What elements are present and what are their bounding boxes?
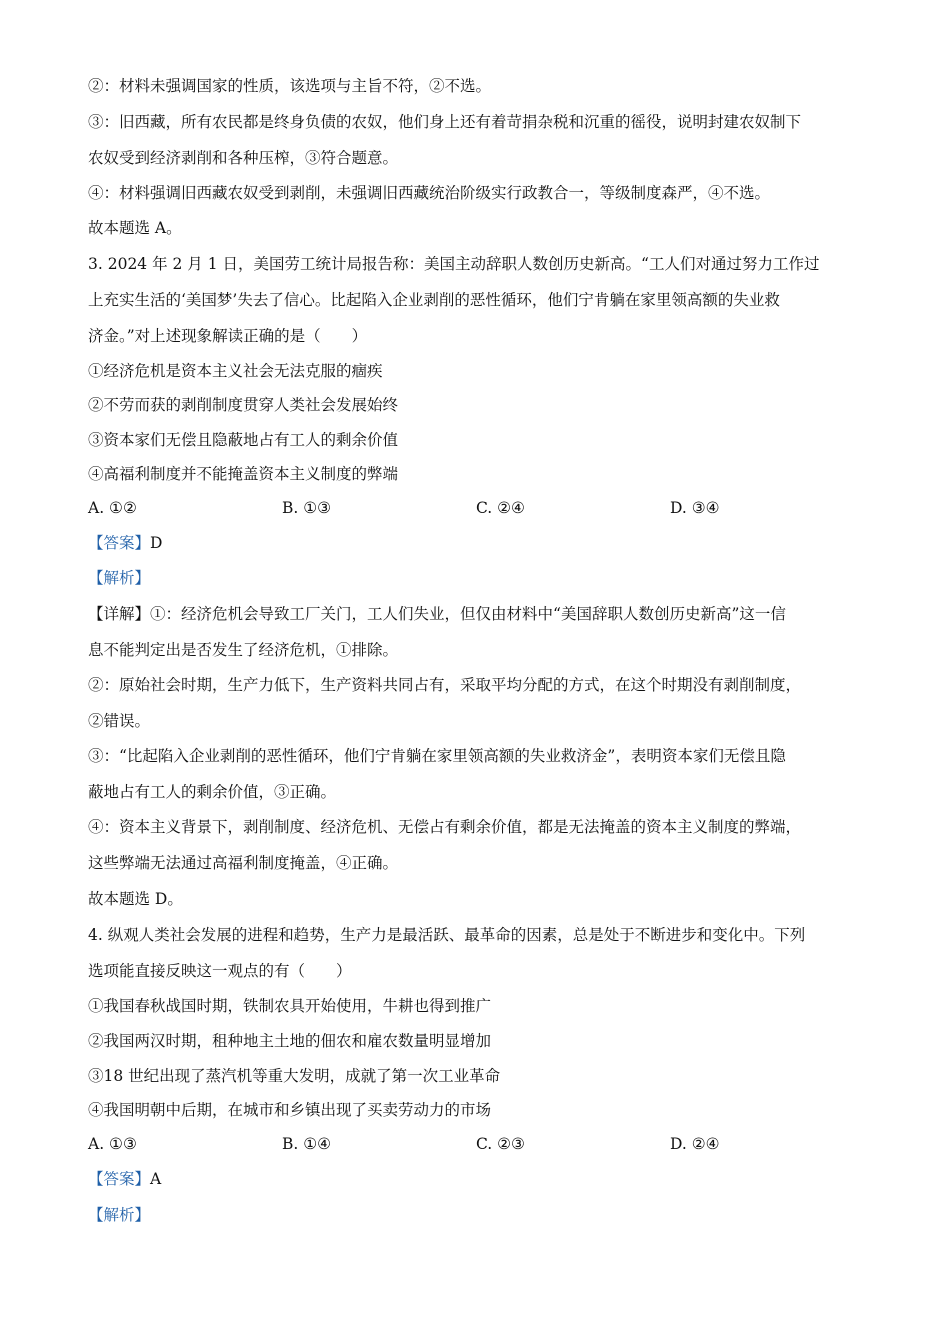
q3-statement-3: ③资本家们无偿且隐蔽地占有工人的剩余价值 [88,431,399,449]
q3-option-b: B. ①③ [282,499,332,517]
q3-answer-value: D [150,534,163,552]
q3-detail-1-text: ①：经济危机会导致工厂关门，工人们失业，但仅由材料中“美国辞职人数创历史新高”这一信 [150,605,786,623]
q4-statement-1: ①我国春秋战国时期，铁制农具开始使用，牛耕也得到推广 [88,997,492,1015]
q4-analysis-tag [88,1205,868,1225]
q3-option-d: D. ③④ [670,499,720,517]
q3-detail-3-line1: ③：“比起陷入企业剥削的恶性循环，他们宁肯躺在家里领高额的失业救济金”，表明资本家们无偿且隐 [88,747,786,765]
q3-detail-1-line1 [88,604,868,624]
q3-statement-2: ②不劳而获的剥削制度贯穿人类社会发展始终 [88,396,399,414]
q4-stem-line2: 选项能直接反映这一观点的有（ ） [88,962,352,980]
q3-statement-1: ①经济危机是资本主义社会无法克服的痼疾 [88,362,383,380]
q3-answer-line [88,533,868,553]
prev-explanation-3-line1: ③：旧西藏，所有农民都是终身负债的农奴，他们身上还有着苛捐杂税和沉重的徭役，说明封建农奴制下 [88,113,802,131]
q4-answer-tag: 【答案】 [88,1170,151,1188]
prev-explanation-3-line2: 农奴受到经济剥削和各种压榨，③符合题意。 [88,149,399,167]
prev-explanation-2: ②：材料未强调国家的性质，该选项与主旨不符，②不选。 [88,77,492,95]
q4-statement-3: ③18 世纪出现了蒸汽机等重大发明，成就了第一次工业革命 [88,1067,501,1085]
prev-conclusion: 故本题选 A。 [88,219,182,237]
q3-statement-4: ④高福利制度并不能掩盖资本主义制度的弊端 [88,465,399,483]
q4-statement-2: ②我国两汉时期，租种地主土地的佃农和雇农数量明显增加 [88,1032,492,1050]
q3-stem-line3: 济金。”对上述现象解读正确的是（ ） [88,327,368,345]
q3-stem-line1: 3. 2024 年 2 月 1 日，美国劳工统计局报告称：美国主动辞职人数创历史新高。“工人们对通过努力工作过 [88,255,820,273]
q4-answer-value: A [150,1170,162,1188]
q4-option-d: D. ②④ [670,1135,720,1153]
q4-option-b: B. ①④ [282,1135,332,1153]
q3-option-c: C. ②④ [476,499,525,517]
q3-detail-3-line2: 蔽地占有工人的剩余价值，③正确。 [88,783,337,801]
q4-stem-line1: 4. 纵观人类社会发展的进程和趋势，生产力是最活跃、最革命的因素，总是处于不断进步和变化中。下列 [88,926,806,944]
q4-option-c: C. ②③ [476,1135,525,1153]
q3-conclusion: 故本题选 D。 [88,890,183,908]
q4-statement-4: ④我国明朝中后期，在城市和乡镇出现了买卖劳动力的市场 [88,1101,492,1119]
q3-detail-2-line2: ②错误。 [88,712,151,730]
prev-explanation-4: ④：材料强调旧西藏农奴受到剥削，未强调旧西藏统治阶级实行政教合一，等级制度森严，④不选。 [88,184,771,202]
q4-answer-line [88,1169,868,1189]
q3-detail-4-line1: ④：资本主义背景下，剥削制度、经济危机、无偿占有剩余价值，都是无法掩盖的资本主义制度的弊端， [88,818,802,836]
q3-option-a: A. ①② [88,499,137,517]
q3-answer-tag: 【答案】 [88,534,151,552]
q3-detail-2-line1: ②：原始社会时期，生产力低下，生产资料共同占有，采取平均分配的方式，在这个时期没有剥削制度， [88,676,802,694]
q3-analysis-label: 【解析】 [88,569,151,587]
q3-detail-tag: 【详解】 [88,605,151,623]
q3-detail-1-line2: 息不能判定出是否发生了经济危机，①排除。 [88,641,399,659]
q3-stem-line2: 上充实生活的‘美国梦’失去了信心。比起陷入企业剥削的恶性循环，他们宁肯躺在家里领高额的失业救 [88,291,780,309]
q4-option-a: A. ①③ [88,1135,137,1153]
q4-analysis-label: 【解析】 [88,1206,151,1224]
q3-analysis-tag [88,568,868,588]
q3-detail-4-line2: 这些弊端无法通过高福利制度掩盖，④正确。 [88,854,399,872]
